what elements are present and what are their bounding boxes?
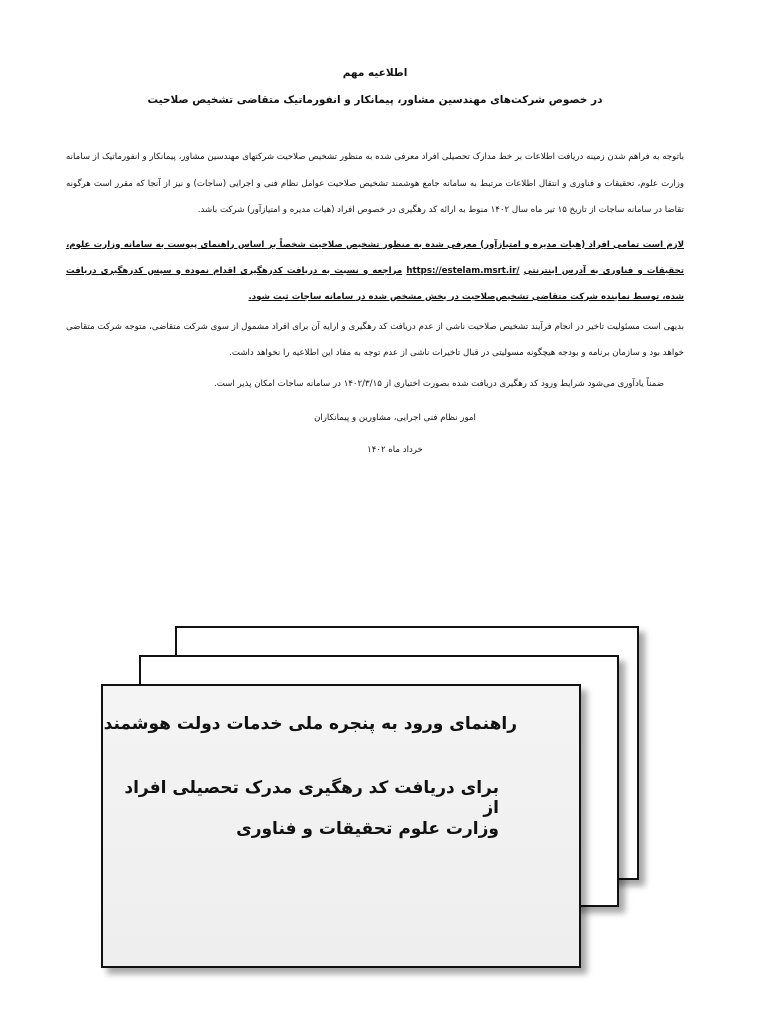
paragraph-responsibility: بدیهی است مسئولیت تاخیر در انجام فرآیند تشخیص صلاحیت ناشی از عدم دریافت کد رهگیری و ارایه آن برای افراد مشمول از سوی شرکت متقاضی، متوجه شرکت متقاضی خواهد بود و سازمان برنامه و بودجه هیچگونه مسولیتی در قبال تاخیرات ناشی از عدم توجه به مفاد این اطلاعیه را نخواهد داشت.: [66, 321, 684, 358]
instruction-text-start: لازم است تمامی افراد (هیات مدیره و امتیازآور) معرفی شده به منظور تشخیص صلاحیت شخصاً بر اساس راهنمای پیوست به سامانه وزارت علوم، تحقیقات و فناوری به آدرس اینترنتی: [66, 239, 684, 276]
notice-header: [60, 62, 690, 106]
guide-title-line1: راهنمای ورود به پنجره ملی خدمات دولت هوشمند: [103, 714, 517, 734]
paragraph-reminder: ضمناً یادآوری می‌شود شرایط ورود کد رهگیری دریافت شده بصورت اختیاری از ۱۴۰۲/۳/۱۵ در سامانه ساجات امکان پذیر است.: [213, 378, 664, 389]
guide-title-line3: وزارت علوم تحقیقات و فناوری: [236, 819, 499, 839]
signature-date: خرداد ماه ۱۴۰۲: [367, 445, 423, 455]
front-page-sheet: [101, 684, 581, 968]
signature-block: [200, 402, 590, 466]
estelam-link[interactable]: https://estelam.msrt.ir/: [406, 265, 520, 276]
guide-cover-graphic: [95, 620, 665, 990]
paragraph-instruction: [66, 232, 684, 310]
notice-body: [66, 144, 684, 397]
notice-title: اطلاعیه مهم: [342, 67, 408, 79]
paragraph-intro: باتوجه به فراهم شدن زمینه دریافت اطلاعات بر خط مدارک تحصیلی افراد معرفی شده به منظور تشخیص صلاحیت شرکتهای مهندسین مشاور، پیمانکار و انفورماتیک از سامانه وزارت علوم، تحقیقات و فناوری و انتقال اطلاعات مرتبط به سامانه جامع هوشمند تشخیص صلاحیت عوامل نظام فنی و اجرایی (ساجات) و نیز از آنجا که مقرر است هرگونه تقاضا در سامانه ساجات از تاریخ ۱۵ تیر ماه سال ۱۴۰۲ منوط به ارائه کد رهگیری در خصوص افراد (هیات مدیره و امتیازآور) شرکت باشد.: [66, 152, 684, 215]
signature-office: امور نظام فنی اجرایی، مشاورین و پیمانکاران: [314, 413, 476, 423]
guide-title-line2: برای دریافت کد رهگیری مدرک تحصیلی افراد از: [124, 778, 499, 818]
instruction-text-end: مراجعه و نسبت به دریافت کدرهگیری اقدام نموده و سپس کدرهگیری دریافت شده، توسط نماینده شرکت متقاضی تشخیص‌صلاحیت در بخش مشخص شده در سامانه ساجات ثبت شود.: [66, 265, 684, 302]
notice-subtitle: در خصوص شرکت‌های مهندسین مشاور، پیمانکار و انفورماتیک متقاضی تشخیص صلاحیت: [147, 94, 603, 106]
